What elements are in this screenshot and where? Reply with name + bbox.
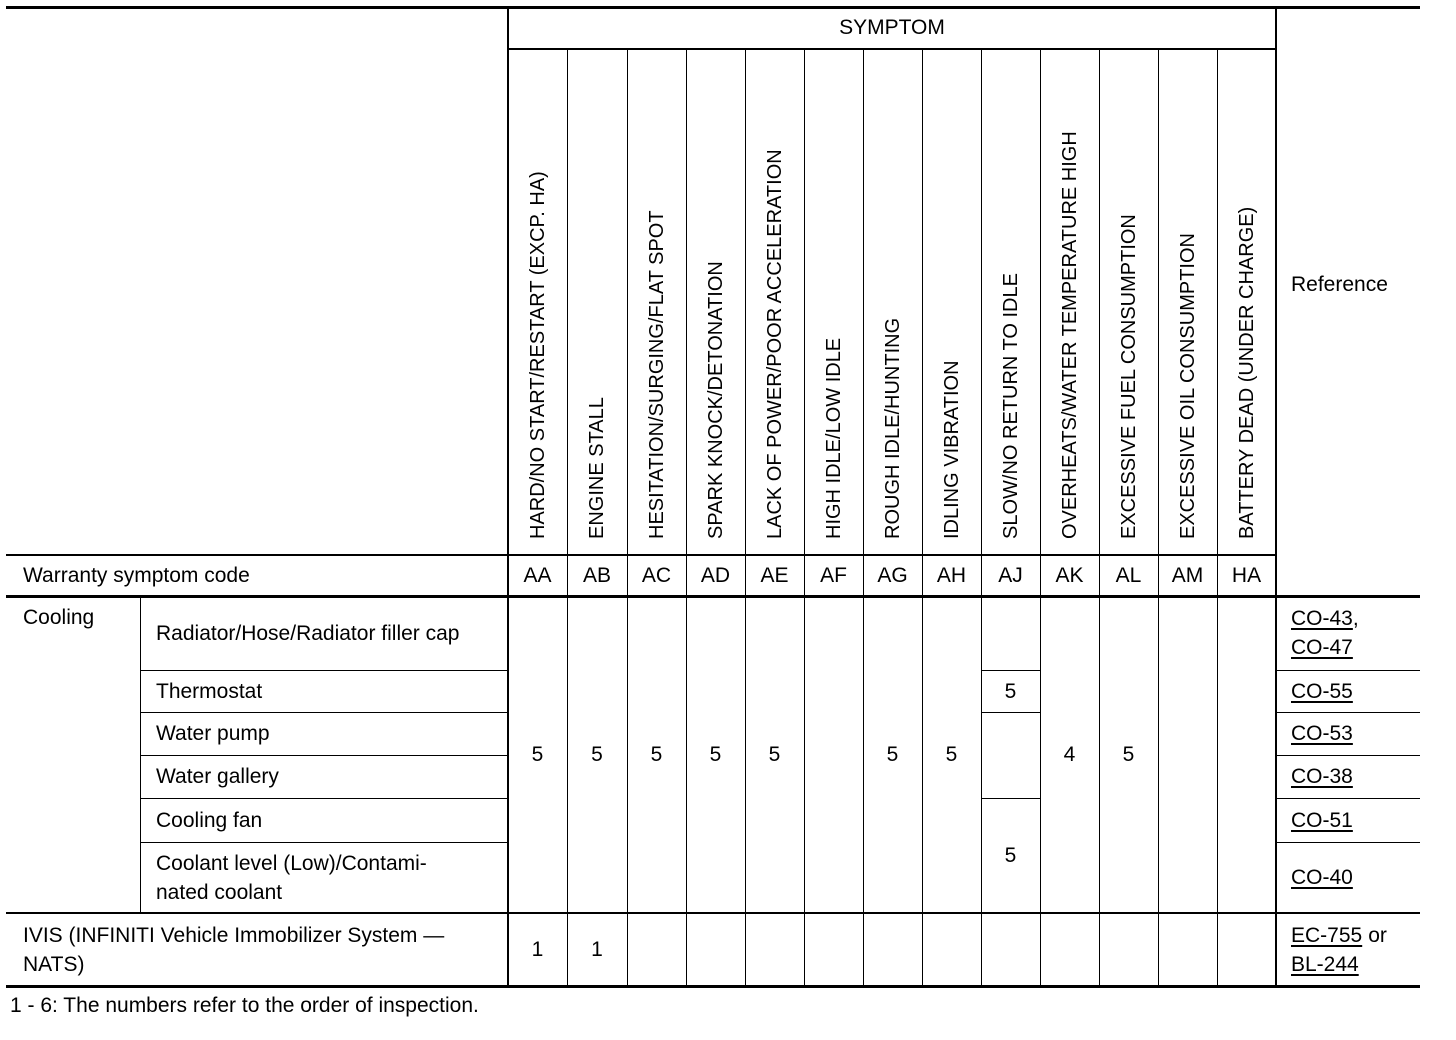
symptom-column-divider bbox=[1217, 49, 1218, 986]
inspection-order-value: 5 bbox=[531, 743, 544, 766]
inspection-order-value: 4 bbox=[1063, 743, 1076, 766]
inspection-order-value: 5 bbox=[886, 743, 899, 766]
footnote: 1 - 6: The numbers refer to the order of inspection. bbox=[10, 994, 479, 1017]
warranty-code: AC bbox=[641, 564, 672, 587]
inspection-order-value: 1 bbox=[531, 938, 544, 961]
reference-link[interactable]: CO-38 bbox=[1291, 765, 1353, 788]
inspection-order-value: 5 bbox=[768, 743, 781, 766]
symptom-column-divider bbox=[804, 49, 805, 986]
warranty-code: AA bbox=[523, 564, 552, 587]
ivis-label-line: NATS) bbox=[23, 952, 85, 976]
symptom-column-header: HARD/NO START/RESTART (EXCP. HA) bbox=[526, 171, 549, 539]
symptom-column-header: ROUGH IDLE/HUNTING bbox=[881, 317, 904, 539]
cooling-item bbox=[156, 670, 262, 712]
inspection-order-value: 1 bbox=[591, 938, 603, 961]
cooling-item bbox=[156, 755, 279, 798]
warranty-code: AF bbox=[820, 564, 847, 587]
inspection-order-value: 5 bbox=[1004, 679, 1017, 703]
cooling-reference bbox=[1291, 755, 1353, 798]
warranty-code: HA bbox=[1231, 564, 1262, 587]
reference-line bbox=[1291, 677, 1353, 706]
reference-link[interactable]: CO-47 bbox=[1291, 636, 1353, 659]
inspection-order-value: 5 bbox=[1004, 844, 1017, 867]
cooling-item bbox=[156, 712, 270, 755]
symptom-column-header: HESITATION/SURGING/FLAT SPOT bbox=[645, 210, 668, 539]
reference-line bbox=[1291, 863, 1353, 892]
inspection-order-value: 5 bbox=[709, 743, 722, 766]
cooling-item-name: Coolant level (Low)/Contami- bbox=[156, 851, 427, 875]
reference-line bbox=[1291, 806, 1353, 835]
reference-link[interactable]: CO-55 bbox=[1291, 679, 1353, 703]
cooling-item-name: nated coolant bbox=[156, 880, 283, 904]
symptom-column-header: SPARK KNOCK/DETONATION bbox=[704, 261, 727, 539]
warranty-code: AL bbox=[1115, 564, 1142, 587]
reference-separator: , bbox=[1352, 607, 1359, 630]
cooling-item bbox=[156, 596, 459, 670]
reference-header: Reference bbox=[1291, 273, 1388, 296]
symptom-column-header: OVERHEATS/WATER TEMPERATURE HIGH bbox=[1058, 131, 1081, 539]
reference-link[interactable]: CO-53 bbox=[1291, 722, 1353, 745]
cooling-item-name: Thermostat bbox=[156, 679, 263, 703]
warranty-code: AH bbox=[936, 564, 967, 587]
reference-line bbox=[1291, 762, 1353, 791]
ivis-reference bbox=[1291, 913, 1387, 986]
symptom-column-header: EXCESSIVE OIL CONSUMPTION bbox=[1176, 233, 1199, 539]
reference-line bbox=[1291, 950, 1387, 979]
symptom-column-header: HIGH IDLE/LOW IDLE bbox=[822, 337, 845, 539]
warranty-code: AE bbox=[760, 564, 789, 587]
symptom-column-header: EXCESSIVE FUEL CONSUMPTION bbox=[1117, 214, 1140, 539]
ivis-label bbox=[23, 913, 444, 986]
ivis-label-line: IVIS (INFINITI Vehicle Immobilizer System — bbox=[23, 923, 445, 947]
warranty-code: AK bbox=[1055, 564, 1084, 587]
cooling-reference bbox=[1291, 670, 1353, 712]
symptom-header: SYMPTOM bbox=[839, 16, 945, 39]
cooling-reference bbox=[1291, 798, 1353, 842]
reference-line bbox=[1291, 719, 1353, 748]
cooling-item-name: Water gallery bbox=[156, 765, 279, 788]
cooling-item bbox=[156, 842, 427, 913]
warranty-code: AD bbox=[700, 564, 731, 587]
reference-left-border bbox=[1275, 6, 1277, 986]
warranty-code: AB bbox=[582, 564, 611, 587]
warranty-code: AG bbox=[877, 564, 908, 587]
warranty-symptom-code-label: Warranty symptom code bbox=[23, 564, 250, 587]
aj-divider bbox=[981, 712, 1040, 713]
symptom-column-header: LACK OF POWER/POOR ACCELERATION bbox=[763, 149, 786, 539]
cooling-item-name: Radiator/Hose/Radiator filler cap bbox=[156, 621, 460, 645]
reference-joiner: or bbox=[1368, 923, 1387, 947]
inspection-order-value: 5 bbox=[591, 743, 603, 766]
reference-link[interactable]: CO-51 bbox=[1291, 808, 1353, 832]
reference-link[interactable]: CO-43 bbox=[1291, 607, 1353, 630]
symptom-column-divider bbox=[1158, 49, 1159, 986]
inspection-order-value: 5 bbox=[945, 743, 958, 766]
reference-link[interactable]: CO-40 bbox=[1291, 866, 1353, 889]
inspection-order-value: 5 bbox=[1122, 743, 1135, 766]
reference-line bbox=[1291, 633, 1359, 662]
symptom-column-header: SLOW/NO RETURN TO IDLE bbox=[999, 273, 1022, 539]
cooling-item-name: Water pump bbox=[156, 722, 270, 745]
cooling-reference bbox=[1291, 842, 1353, 913]
warranty-code: AM bbox=[1171, 564, 1204, 587]
symptom-column-header: ENGINE STALL bbox=[586, 397, 608, 539]
warranty-code: AJ bbox=[998, 564, 1023, 587]
reference-link[interactable]: BL-244 bbox=[1291, 952, 1359, 976]
cooling-reference bbox=[1291, 712, 1353, 755]
cooling-item-name: Cooling fan bbox=[156, 808, 263, 832]
inspection-order-value: 5 bbox=[650, 743, 663, 766]
cooling-category-label: Cooling bbox=[23, 606, 95, 629]
reference-link[interactable]: EC-755 bbox=[1291, 923, 1363, 947]
symptom-column-header: BATTERY DEAD (UNDER CHARGE) bbox=[1235, 206, 1258, 539]
symptom-column-header: IDLING VIBRATION bbox=[940, 360, 963, 539]
reference-line bbox=[1291, 604, 1359, 633]
reference-line bbox=[1291, 921, 1387, 950]
cooling-reference bbox=[1291, 596, 1359, 670]
cooling-item bbox=[156, 798, 262, 842]
